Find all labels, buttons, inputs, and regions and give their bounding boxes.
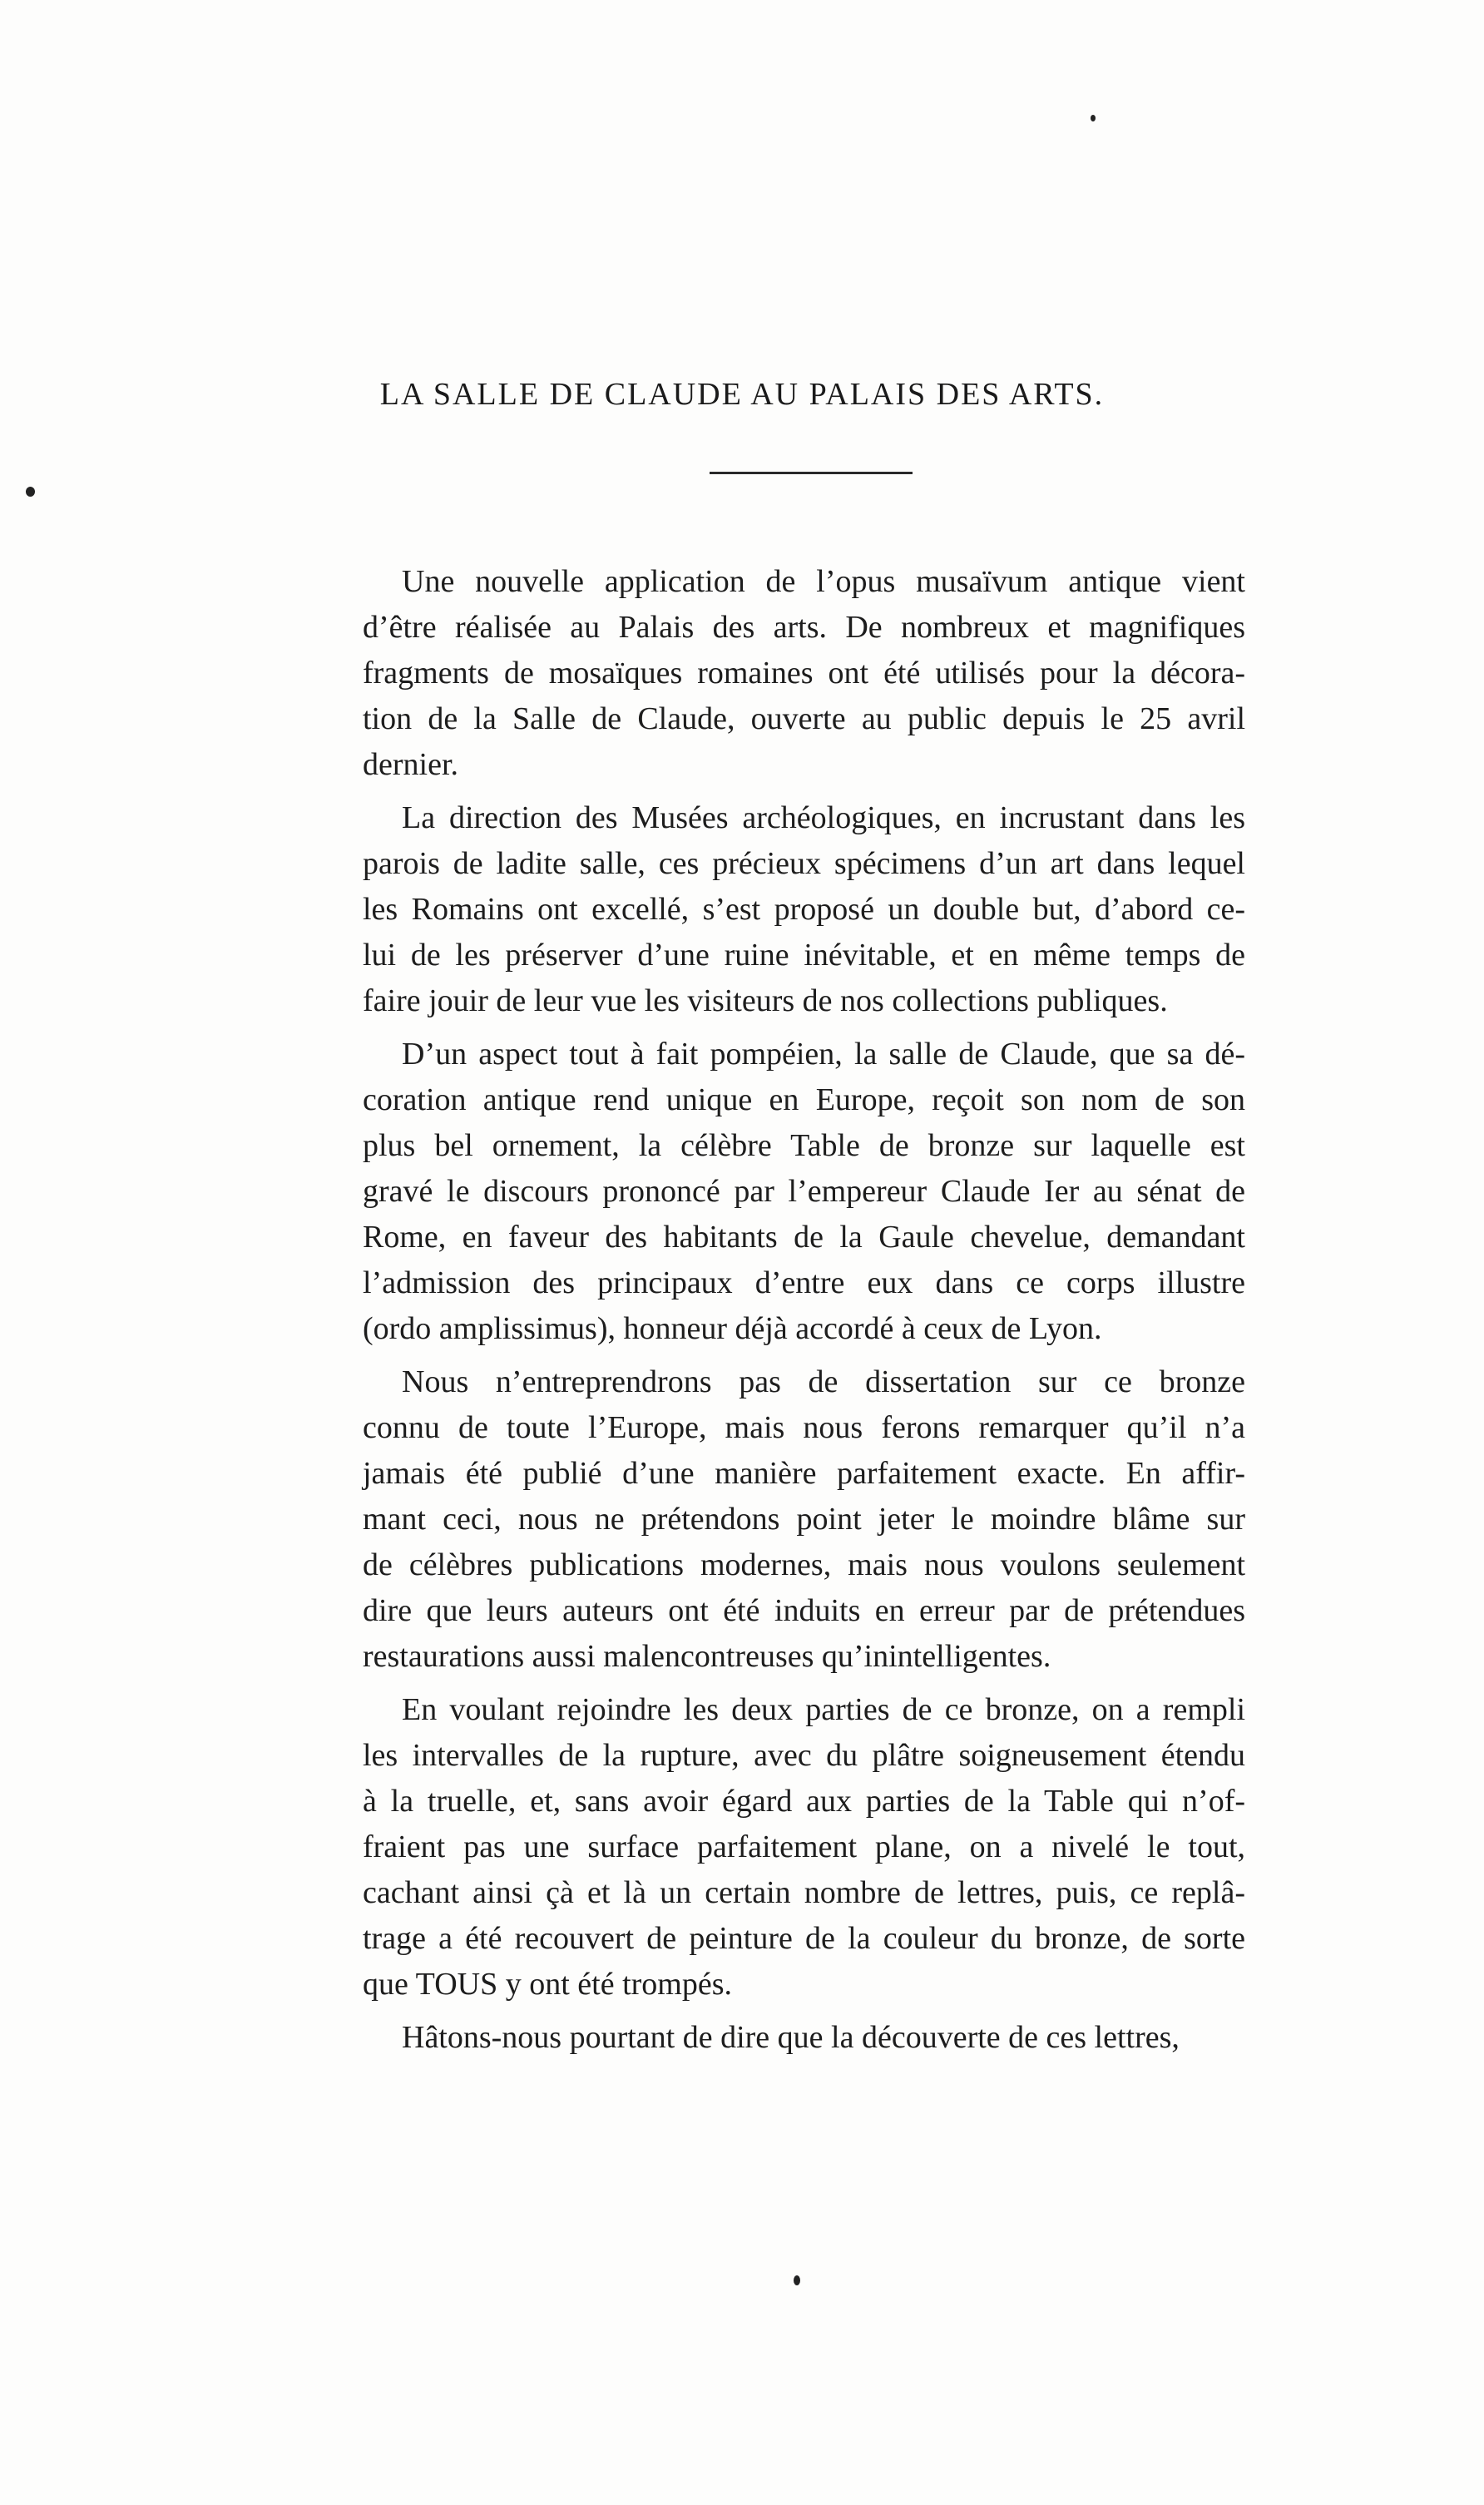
text-line: plus bel ornement, la célèbre Table de bronze sur laquelle est: [363, 1128, 1245, 1163]
text-line: d’être réalisée au Palais des arts. De nombreux et magnifiques: [363, 610, 1245, 645]
paragraph-gap: [363, 2061, 1245, 2068]
text-line: mant ceci, nous ne prétendons point jeter le moindre blâme sur: [363, 1502, 1245, 1537]
page-title: LA SALLE DE CLAUDE AU PALAIS DES ARTS.: [379, 377, 1105, 412]
paragraph: [363, 795, 1245, 1024]
text-line: Hâtons-nous pourtant de dire que la découverte de ces lettres,: [402, 2020, 1180, 2055]
text-line: restaurations aussi malencontreuses qu’inintelligentes.: [363, 1639, 1051, 1674]
text-line: à la truelle, et, sans avoir égard aux parties de la Table qui n’of-: [363, 1784, 1245, 1819]
paragraph-gap: [363, 1680, 1245, 1687]
text-line: Rome, en faveur des habitants de la Gaule chevelue, demandant: [363, 1220, 1245, 1255]
text-line: connu de toute l’Europe, mais nous ferons remarquer qu’il n’a: [363, 1410, 1245, 1445]
paragraph: [363, 1687, 1245, 2007]
text-line: de célèbres publications modernes, mais nous voulons seulement: [363, 1547, 1245, 1582]
text-line: (ordo amplissimus), honneur déjà accordé à ceux de Lyon.: [363, 1311, 1102, 1346]
text-line: coration antique rend unique en Europe, reçoit son nom de son: [363, 1082, 1245, 1117]
text-line: dire que leurs auteurs ont été induits en erreur par de prétendues: [363, 1593, 1245, 1628]
text-line: Une nouvelle application de l’opus musaïvum antique vient: [402, 564, 1245, 599]
text-line: fraient pas une surface parfaitement plane, on a nivelé le tout,: [363, 1829, 1245, 1864]
ink-speck: [794, 2275, 800, 2285]
paragraph: [363, 559, 1245, 788]
text-line: La direction des Musées archéologiques, en incrustant dans les: [402, 800, 1245, 835]
text-line: l’admission des principaux d’entre eux dans ce corps illustre: [363, 1265, 1245, 1300]
ink-speck: [1091, 115, 1096, 121]
paragraph-gap: [363, 2007, 1245, 2015]
paragraph-gap: [363, 1024, 1245, 1032]
paragraph-gap: [363, 1352, 1245, 1359]
paragraph: [363, 1359, 1245, 1680]
text-line: les intervalles de la rupture, avec du plâtre soigneusement étendu: [363, 1738, 1245, 1773]
text-line: cachant ainsi çà et là un certain nombre de lettres, puis, ce replâ-: [363, 1875, 1245, 1910]
text-line: gravé le discours prononcé par l’empereur Claude Ier au sénat de: [363, 1174, 1245, 1209]
text-line: jamais été publié d’une manière parfaitement exacte. En affir-: [363, 1456, 1245, 1491]
paragraph: [363, 2015, 1245, 2061]
text-line: faire jouir de leur vue les visiteurs de nos collections publiques.: [363, 983, 1168, 1018]
text-line: que TOUS y ont été trompés.: [363, 1967, 732, 2002]
paragraph-gap: [363, 788, 1245, 795]
text-line: En voulant rejoindre les deux parties de ce bronze, on a rempli: [402, 1692, 1245, 1727]
text-line: dernier.: [363, 747, 459, 782]
text-line: fragments de mosaïques romaines ont été utilisés pour la décora-: [363, 656, 1245, 691]
text-line: Nous n’entreprendrons pas de dissertation sur ce bronze: [402, 1364, 1245, 1399]
text-line: trage a été recouvert de peinture de la couleur du bronze, de sorte: [363, 1921, 1245, 1956]
body-text: [363, 559, 1245, 2068]
text-line: les Romains ont excellé, s’est proposé un double but, d’abord ce-: [363, 892, 1245, 927]
text-line: tion de la Salle de Claude, ouverte au public depuis le 25 avril: [363, 701, 1245, 736]
title-rule: [710, 472, 913, 474]
text-line: D’un aspect tout à fait pompéien, la salle de Claude, que sa dé-: [402, 1037, 1245, 1072]
text-line: lui de les préserver d’une ruine inévitable, et en même temps de: [363, 938, 1245, 973]
paragraph: [363, 1032, 1245, 1352]
text-line: parois de ladite salle, ces précieux spécimens d’un art dans lequel: [363, 846, 1245, 881]
ink-speck: [26, 487, 35, 497]
